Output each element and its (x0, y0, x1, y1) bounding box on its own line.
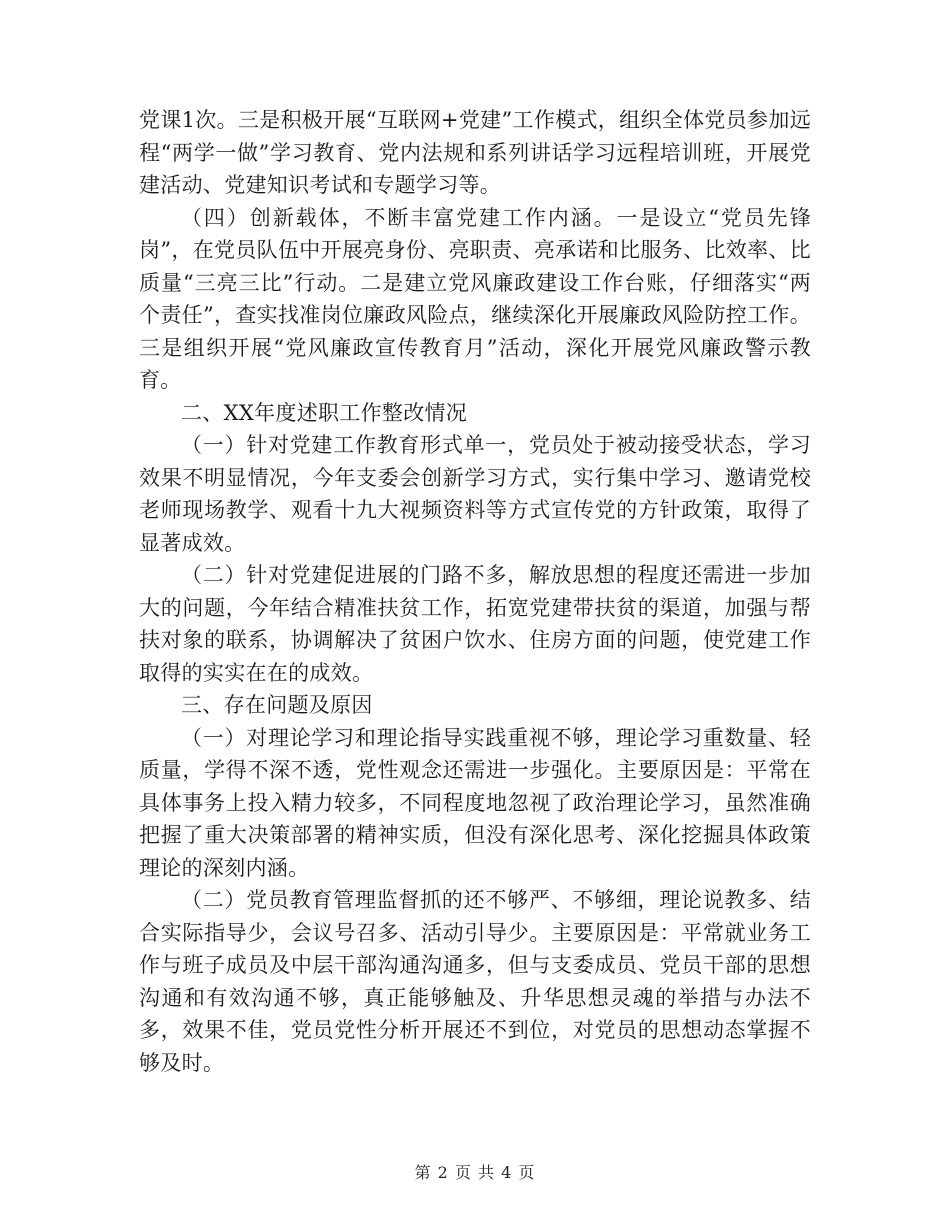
paragraph-1: 党课1次。三是积极开展“互联网+党建”工作模式，组织全体党员参加远程“两学一做”学习教育、党内法规和系列讲话学习远程培训班，开展党建活动、党建知识考试和专题学习等。 (139, 108, 811, 197)
paragraph-5: （一）对理论学习和理论指导实践重视不够，理论学习重数量、轻质量，学得不深不透，党性观念还需进一步强化。主要原因是：平常在具体事务上投入精力较多，不同程度地忽视了政治理论学习，虽然准确把握了重大决策部署的精神实质，但没有深化思考、深化挖掘具体政策理论的深刻内涵。 (139, 725, 811, 880)
section-heading-3: 三、存在问题及原因 (181, 693, 373, 717)
paragraph-4: （二）针对党建促进展的门路不多，解放思想的程度还需进一步加大的问题，今年结合精准扶贫工作，拓宽党建带扶贫的渠道，加强与帮扶对象的联系，协调解决了贫困户饮水、住房方面的问题，使党建工作取得的实实在在的成效。 (139, 563, 811, 685)
paragraph-2: （四）创新载体，不断丰富党建工作内涵。一是设立“党员先锋岗”，在党员队伍中开展亮身份、亮职责、亮承诺和比服务、比效率、比质量“三亮三比”行动。二是建立党风廉政建设工作台账，仔细落实“两个责任”，查实找准岗位廉政风险点，继续深化开展廉政风险防控工作。三是组织开展“党风廉政宣传教育月”活动，深化开展党风廉政警示教育。 (139, 205, 811, 392)
paragraph-3: （一）针对党建工作教育形式单一，党员处于被动接受状态，学习效果不明显情况，今年支委会创新学习方式，实行集中学习、邀请党校老师现场教学、观看十九大视频资料等方式宣传党的方针政策，取得了显著成效。 (139, 433, 811, 555)
page-number-footer: 第 2 页 共 4 页 (414, 1163, 536, 1182)
document-body (139, 104, 811, 1079)
section-heading-2: 二、XX年度述职工作整改情况 (181, 400, 468, 425)
paragraph-6: （二）党员教育管理监督抓的还不够严、不够细，理论说教多、结合实际指导少，会议号召多、活动引导少。主要原因是：平常就业务工作与班子成员及中层干部沟通沟通多，但与支委成员、党员干部的思想沟通和有效沟通不够，真正能够触及、升华思想灵魂的举措与办法不多，效果不佳，党员党性分析开展还不到位，对党员的思想动态掌握不够及时。 (139, 888, 811, 1075)
